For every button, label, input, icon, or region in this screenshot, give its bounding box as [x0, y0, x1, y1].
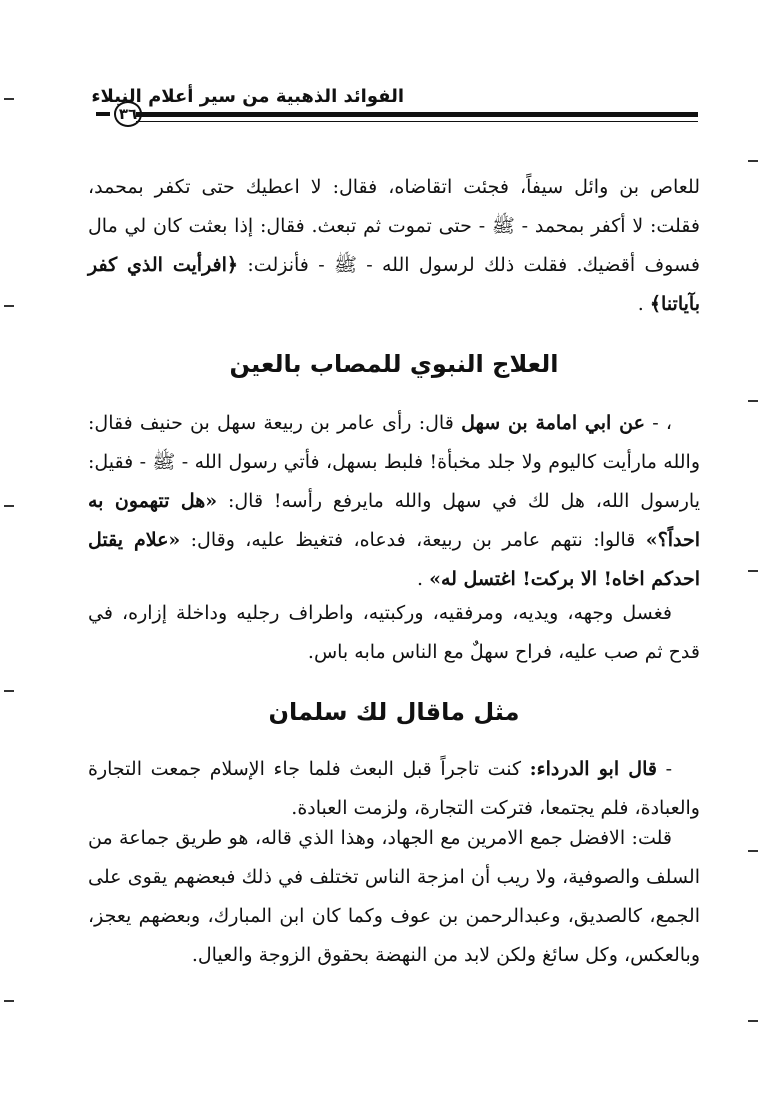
scan-margin-mark [748, 400, 758, 402]
paragraph-end: . [637, 293, 644, 315]
section-heading-salman: مثل ماقال لك سلمان [268, 698, 520, 726]
paragraph-continuation [88, 168, 700, 324]
quran-quote: ﴿افرأيت الذي كفر بآياتنا﴾ [88, 254, 700, 315]
prophet-quote-2: «علام يقتل احدكم اخاه! الا بركت! اغتسل له» [88, 529, 700, 590]
page-number-dash-left [96, 112, 110, 116]
narrator-name: قال ابو الدرداء: [529, 758, 657, 780]
lead-marker: - [665, 758, 672, 780]
scan-margin-mark [4, 690, 14, 692]
narrator-name: عن ابي امامة بن سهل [461, 412, 645, 434]
page-number: ٣٦ [114, 101, 143, 127]
scan-margin-mark [748, 850, 758, 852]
washing-paragraph: فغسل وجهه، ويديه، ومرفقيه، وركبتيه، واطراف رجليه وداخلة إزاره، في قدح ثم صب عليه، فراح سهلٌ مع الناس مابه باس. [88, 602, 700, 663]
paragraph-text: للعاص بن وائل سيفاً، فجئت اتقاضاه، فقال: لا اعطيك حتى تكفر بمحمد، فقلت: لا أكفر بمحمد - ﷺ - حتى تموت ثم تبعث. فقال: إذا بعثت كان لي مال فسوف أقضيك. فقلت ذلك لرسول الله - ﷺ - فأنزلت: [88, 176, 700, 276]
commentary-paragraph: قلت: الافضل جمع الامرين مع الجهاد، وهذا الذي قاله، هو طريق جماعة من السلف والصوفية، ولا ريب أن امزجة الناس تختلف في ذلك فبعضهم يقوى على الجمع، كالصديق، وعبدالرحمن بن عوف وكما كان ابن المبارك، وبعضهم يعجز، وبالعكس، وكل سائغ ولكن لابد من النهضة بحقوق الزوجة والعيال. [88, 827, 700, 966]
header-rule-thin [136, 121, 698, 122]
scan-margin-mark [748, 1020, 758, 1022]
page-number-ornament [96, 100, 160, 128]
running-title: الفوائد الذهبية من سير أعلام النبلاء [91, 86, 404, 107]
narration-text: كنت تاجراً قبل البعث فلما جاء الإسلام جمعت التجارة والعبادة، فلم يجتمعا، فتركت التجارة، ولزمت العبادة. [88, 758, 700, 819]
header-rule-thick [136, 112, 698, 117]
scan-margin-mark [4, 305, 14, 307]
scan-margin-mark [4, 505, 14, 507]
scan-margin-mark [4, 98, 14, 100]
abu-darda-paragraph [88, 750, 700, 828]
hadith-text-2: قالوا: نتهم عامر بن ربيعة، فدعاه، فتغيظ عليه، وقال: [190, 529, 636, 551]
scan-margin-mark [4, 1000, 14, 1002]
prophet-quote-1: «هل تتهمون به احداً؟» [88, 490, 700, 551]
page-header [91, 84, 698, 134]
hadith-text-1: قال: رأى عامر بن ربيعة سهل بن حنيف فقال: والله مارأيت كاليوم ولا جلد مخبأة! فلبط بسهل، فأتي رسول الله - ﷺ - فقيل: يارسول الله، هل لك في سهل والله مايرفع رأسه! قال: [88, 412, 701, 512]
section-heading-evil-eye: العلاج النبوي للمصاب بالعين [229, 350, 559, 378]
page-number-dash-right [146, 112, 160, 116]
lead-marker: ، - [652, 412, 673, 434]
hadith-end: . [416, 568, 424, 590]
scan-margin-mark [748, 570, 758, 572]
hadith-paragraph [88, 404, 700, 599]
scan-margin-mark [748, 160, 758, 162]
